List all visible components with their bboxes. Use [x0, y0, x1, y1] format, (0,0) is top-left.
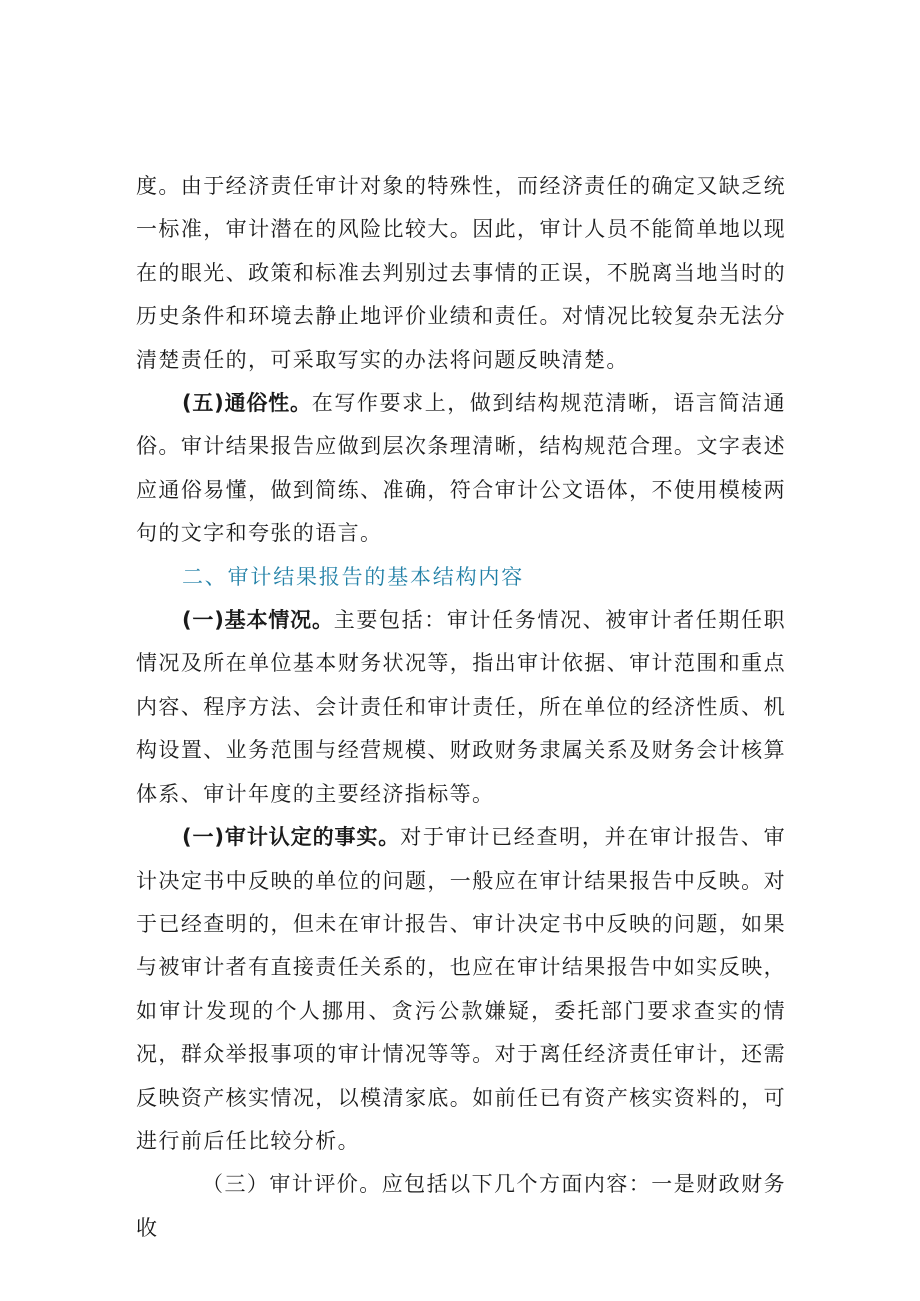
paragraph-lead: (一)审计认定的事实。	[182, 825, 401, 850]
paragraph-lead: (五)通俗性。	[182, 391, 312, 416]
paragraph-continuation	[136, 165, 786, 382]
paragraph-text: 度。由于经济责任审计对象的特殊性，而经济责任的确定又缺乏统一标准，审计潜在的风险比较大。因此，审计人员不能简单地以现在的眼光、政策和标准去判别过去事情的正误，不脱离当地当时的历史条件和环境去静止地评价业绩和责任。对情况比较复杂无法分清楚责任的，可采取写实的办法将问题反映清楚。	[136, 174, 786, 372]
paragraph-lead: (一)基本情况。	[182, 608, 334, 633]
paragraph-popularity	[136, 382, 786, 556]
paragraph-text: 在写作要求上，做到结构规范清晰，语言简洁通俗。审计结果报告应做到层次条理清晰，结构规范合理。文字表述应通俗易懂，做到简练、准确，符合审计公文语体，不使用模棱两句的文字和夸张的语言。	[136, 391, 786, 546]
paragraph-basic-situation	[136, 599, 786, 816]
paragraph-audit-evaluation	[136, 1163, 786, 1250]
paragraph-text: （三）审计评价。应包括以下几个方面内容：一是财政财务收	[136, 1172, 786, 1240]
paragraph-text: 主要包括：审计任务情况、被审计者任期任职情况及所在单位基本财务状况等，指出审计依据、审计范围和重点内容、程序方法、会计责任和审计责任，所在单位的经济性质、机构设置、业务范围与经营规模、财政财务隶属关系及财务会计核算体系、审计年度的主要经济指标等。	[136, 608, 787, 806]
paragraph-text: 对于审计已经查明，并在审计报告、审计决定书中反映的单位的问题，一般应在审计结果报告中反映。对于已经查明的，但未在审计报告、审计决定书中反映的问题，如果与被审计者有直接责任关系的，也应在审计结果报告中如实反映，如审计发现的个人挪用、贪污公款嫌疑，委托部门要求查实的情况，群众举报事项的审计情况等等。对于离任经济责任审计，还需反映资产核实情况，以模清家底。如前任已有资产核实资料的，可进行前后任比较分析。	[136, 825, 786, 1153]
section-heading: 二、审计结果报告的基本结构内容	[182, 564, 524, 589]
paragraph-audit-facts	[136, 816, 786, 1163]
document-body	[136, 165, 786, 1250]
